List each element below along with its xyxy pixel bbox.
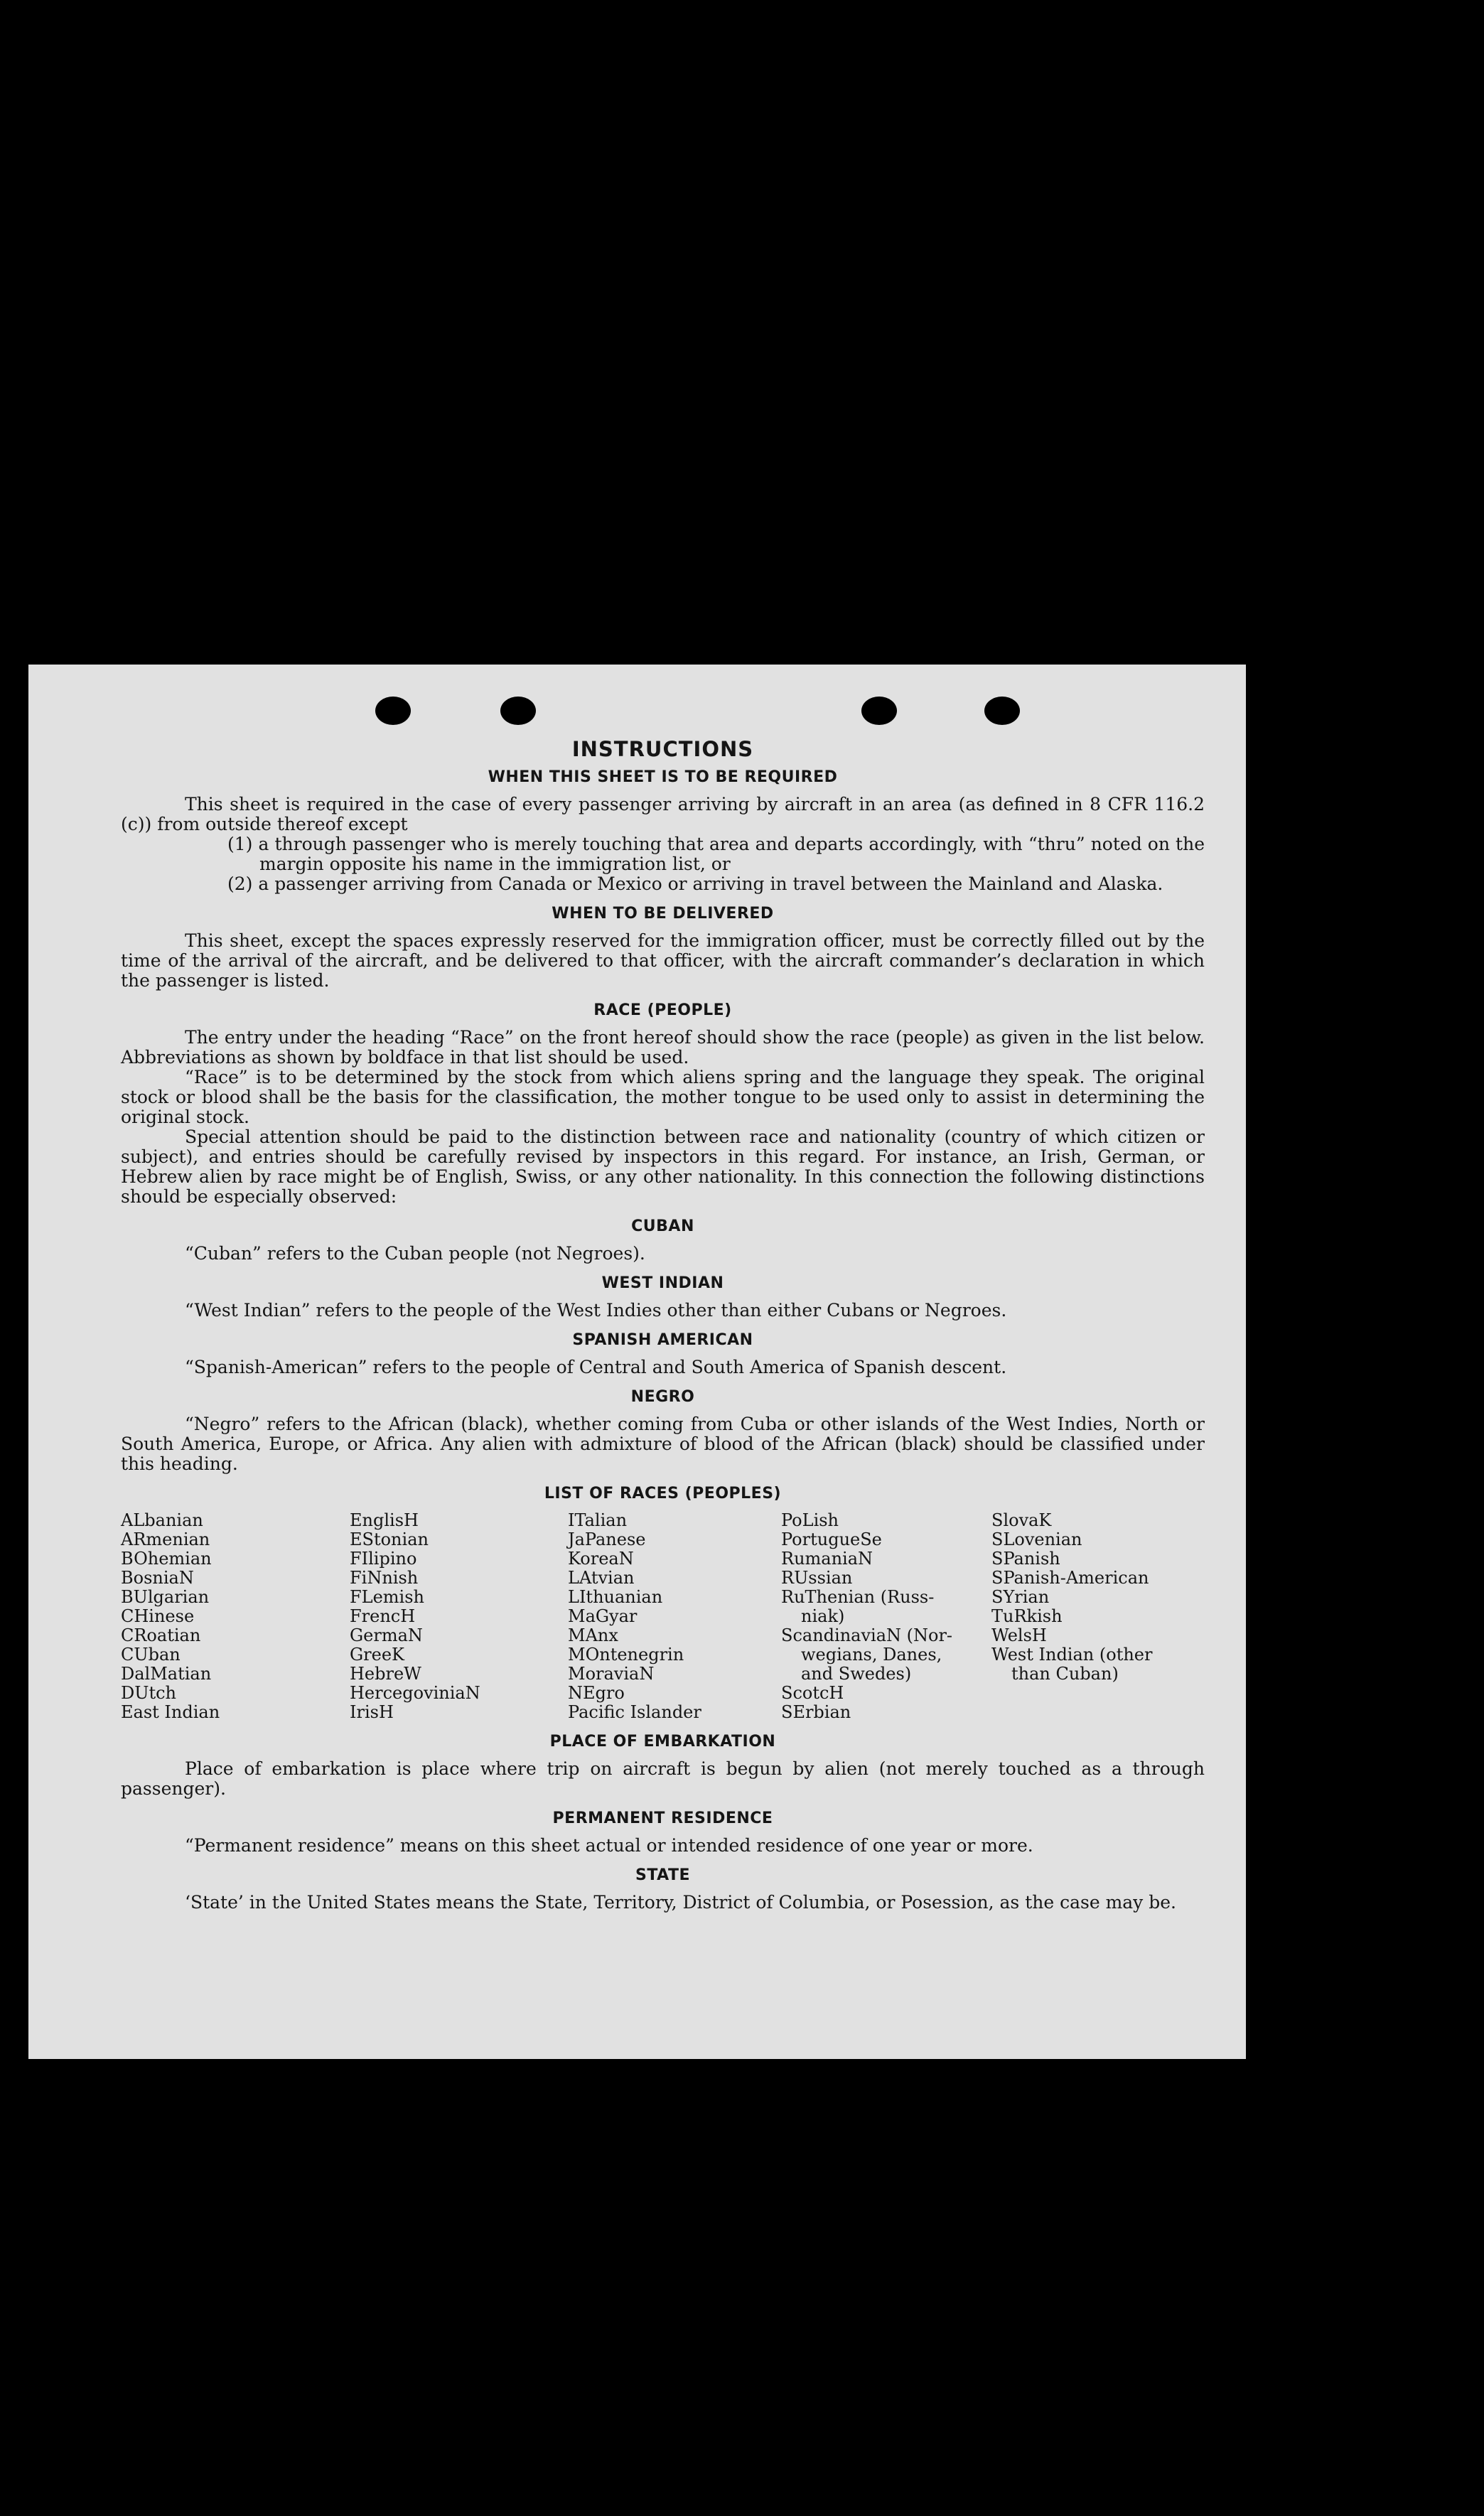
race-entry: SlovaK — [991, 1510, 1052, 1530]
race-entry: JaPanese — [568, 1530, 646, 1549]
race-entry: ScotcH — [781, 1683, 844, 1703]
race-entry: MoraviaN — [568, 1664, 655, 1684]
cuban-heading: CUBAN — [631, 1217, 694, 1235]
race-entry: FLemish — [350, 1587, 424, 1607]
race-column — [121, 1511, 350, 1722]
race-entry: RUssian — [781, 1568, 853, 1588]
race-paragraph-2: “Race” is to be determined by the stock from which aliens spring and the language they speak. The original stock or blood shall be the basis for the classification, the mother tongue to be used only to assist in determining the original stock. — [121, 1067, 1205, 1127]
punch-hole — [861, 697, 897, 725]
west-indian-text: “West Indian” refers to the people of the West Indies other than either Cubans or Negroes. — [185, 1300, 1007, 1321]
when-required-item-2: (2) a passenger arriving from Canada or Mexico or arriving in travel between the Mainland and Alaska. — [227, 873, 1163, 894]
race-entry: ALbanian — [121, 1510, 203, 1530]
race-list — [121, 1511, 1205, 1722]
cuban-text: “Cuban” refers to the Cuban people (not Negroes). — [185, 1243, 645, 1264]
race-entry: and Swedes) — [801, 1664, 912, 1684]
race-paragraph-3: Special attention should be paid to the distinction between race and nationality (country of which citizen or subject), and entries should be carefully revised by inspectors in this regard. For instance, an Irish, German, or Hebrew alien by race might be of English, Swiss, or any other nationality. In this connection the following distinctions should be especially observed: — [121, 1127, 1205, 1207]
race-entry: TuRkish — [991, 1606, 1063, 1626]
race-entry: EnglisH — [350, 1510, 419, 1530]
race-entry: EStonian — [350, 1530, 429, 1549]
race-column — [781, 1511, 991, 1722]
race-entry: HebreW — [350, 1664, 421, 1684]
spanish-american-heading: SPANISH AMERICAN — [572, 1331, 753, 1349]
punch-hole — [984, 697, 1020, 725]
race-entry: SPanish-American — [991, 1568, 1149, 1588]
race-entry: LIthuanian — [568, 1587, 663, 1607]
race-entry: FIlipino — [350, 1549, 417, 1569]
embarkation-heading: PLACE OF EMBARKATION — [549, 1733, 776, 1751]
race-column — [991, 1511, 1205, 1722]
race-paragraph-1: The entry under the heading “Race” on the front hereof should show the race (people) as given in the list below. Abbreviations as shown by boldface in that list should be used. — [121, 1027, 1205, 1068]
race-entry: BosniaN — [121, 1568, 194, 1588]
page-title: INSTRUCTIONS — [571, 737, 754, 761]
instructions-content — [121, 739, 1205, 1913]
race-entry: CHinese — [121, 1606, 195, 1626]
race-entry: ScandinaviaN (Nor- — [781, 1625, 953, 1645]
west-indian-heading: WEST INDIAN — [601, 1274, 724, 1292]
race-column — [350, 1511, 568, 1722]
when-required-intro: This sheet is required in the case of every passenger arriving by aircraft in an area (as defined in 8 CFR 116.2 (c)) from outside thereof except — [121, 794, 1205, 834]
race-entry: FrencH — [350, 1606, 416, 1626]
race-entry: GermaN — [350, 1625, 423, 1645]
race-entry: GreeK — [350, 1645, 404, 1665]
race-entry: SLovenian — [991, 1530, 1082, 1549]
instruction-sheet — [28, 665, 1246, 2059]
race-entry: ARmenian — [121, 1530, 210, 1549]
race-entry: FiNnish — [350, 1568, 419, 1588]
spanish-american-text: “Spanish-American” refers to the people of Central and South America of Spanish descent. — [185, 1357, 1007, 1377]
race-entry: NEgro — [568, 1683, 625, 1703]
residence-heading: PERMANENT RESIDENCE — [552, 1810, 773, 1827]
race-entry: Pacific Islander — [568, 1702, 701, 1722]
race-entry: PortugueSe — [781, 1530, 882, 1549]
race-entry: MAnx — [568, 1625, 618, 1645]
race-entry: DUtch — [121, 1683, 177, 1703]
negro-heading: NEGRO — [630, 1388, 695, 1406]
race-entry: MaGyar — [568, 1606, 638, 1626]
negro-text: “Negro” refers to the African (black), whether coming from Cuba or other islands of the West Indies, North or South America, Europe, or Africa. Any alien with admixture of blood of the African (black) should be classified under this heading. — [121, 1414, 1205, 1474]
race-entry: HercegoviniaN — [350, 1683, 480, 1703]
race-entry: SYrian — [991, 1587, 1050, 1607]
race-entry: DalMatian — [121, 1664, 212, 1684]
embarkation-text: Place of embarkation is place where trip on aircraft is begun by alien (not merely touched as a through passenger). — [121, 1758, 1205, 1799]
race-entry: WelsH — [991, 1625, 1047, 1645]
residence-text: “Permanent residence” means on this sheet actual or intended residence of one year or more. — [185, 1835, 1033, 1856]
race-entry: West Indian (other — [991, 1645, 1153, 1665]
race-entry: wegians, Danes, — [801, 1645, 942, 1665]
race-entry: CUban — [121, 1645, 181, 1665]
race-entry: IrisH — [350, 1702, 394, 1722]
race-entry: RuThenian (Russ- — [781, 1587, 935, 1607]
race-entry: CRoatian — [121, 1625, 201, 1645]
race-entry: MOntenegrin — [568, 1645, 684, 1665]
race-entry: LAtvian — [568, 1568, 635, 1588]
race-heading: RACE (PEOPLE) — [593, 1001, 732, 1019]
when-delivered-heading: WHEN TO BE DELIVERED — [552, 905, 774, 923]
when-required-heading: WHEN THIS SHEET IS TO BE REQUIRED — [488, 768, 838, 786]
race-entry: SErbian — [781, 1702, 851, 1722]
list-of-races-heading: LIST OF RACES (PEOPLES) — [544, 1485, 782, 1502]
punch-hole — [375, 697, 411, 725]
race-entry: PoLish — [781, 1510, 839, 1530]
race-entry: than Cuban) — [1011, 1664, 1119, 1684]
state-text: ‘State’ in the United States means the State, Territory, District of Columbia, or Posession, as the case may be. — [185, 1892, 1176, 1913]
state-heading: STATE — [635, 1866, 690, 1884]
race-entry: BUlgarian — [121, 1587, 210, 1607]
race-entry: SPanish — [991, 1549, 1060, 1569]
race-column — [568, 1511, 781, 1722]
race-entry: RumaniaN — [781, 1549, 873, 1569]
race-entry: East Indian — [121, 1702, 220, 1722]
when-required-item-1: (1) a through passenger who is merely touching that area and departs accordingly, with “thru” noted on the margin opposite his name in the immigration list, or — [227, 834, 1205, 874]
race-entry: niak) — [801, 1606, 845, 1626]
race-entry: BOhemian — [121, 1549, 212, 1569]
when-delivered-text: This sheet, except the spaces expressly reserved for the immigration officer, must be correctly filled out by the time of the arrival of the aircraft, and be delivered to that officer, with the aircraft commander’s declaration in which the passenger is listed. — [121, 930, 1205, 991]
punch-hole — [500, 697, 536, 725]
race-entry: ITalian — [568, 1510, 628, 1530]
race-entry: KoreaN — [568, 1549, 634, 1569]
